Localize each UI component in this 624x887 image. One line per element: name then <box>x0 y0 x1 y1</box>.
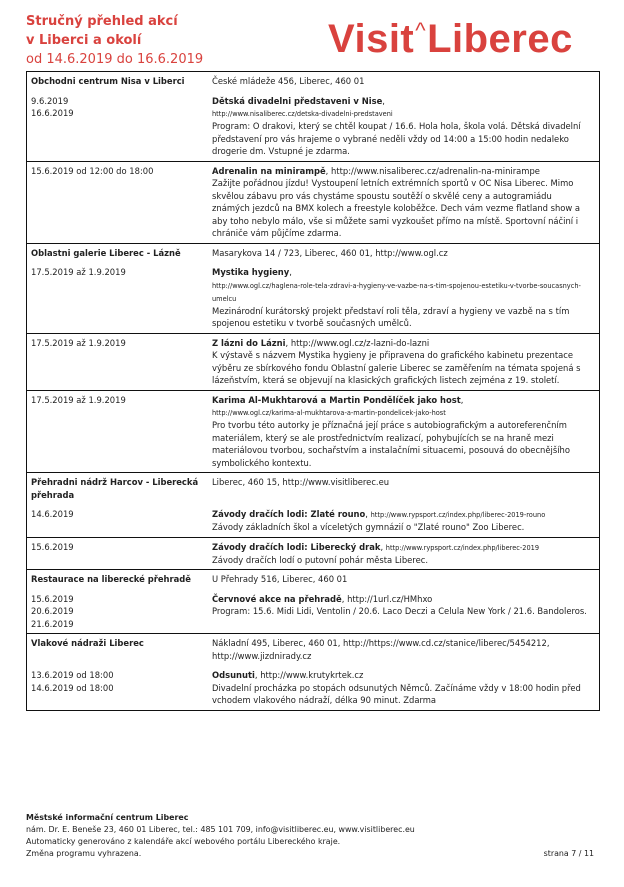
event-url-link[interactable]: http://www.nisaliberec.cz/adrenalin-na-minirampe <box>331 165 540 176</box>
venue-section <box>27 569 599 633</box>
venue-address: České mládeže 456, Liberec, 460 01 <box>212 76 365 86</box>
event-title-line: Adrenalin na minirampě, http://www.nisaliberec.cz/adrenalin-na-minirampe <box>212 165 540 176</box>
event-date: 14.6.2019 <box>31 509 74 519</box>
footer <box>26 812 598 860</box>
event-title[interactable]: Závody dračích lodi: Zlaté rouno <box>212 509 366 519</box>
event-title[interactable]: Červnové akce na přehradě <box>212 593 342 604</box>
event-details <box>212 593 595 631</box>
event-description: Program: 15.6. Midi Lidi, Ventolin / 20.6. Laco Deczi a Celula New York / 21.6. Bandoleros. <box>212 606 587 616</box>
event-date: 14.6.2019 od 18:00 <box>31 682 114 693</box>
venue-row <box>27 570 599 589</box>
event-details <box>212 266 595 330</box>
event-date: 15.6.2019 od 12:00 do 18:00 <box>31 165 154 176</box>
venue-name: Vlakové nádraži Liberec <box>31 638 144 648</box>
event-description: Pro tvorbu této autorky je příznačná její práce s autobiografickým a autoreferenčním materiálem, který se ale prostřednictvím realizací, pohybujících se na hraně mezi materiálovou tvorbou, sochařstvím a instalačními situacemi, posouvá do obecnějšího symbolického kontextu. <box>212 420 570 468</box>
event-title[interactable]: Odsunuti <box>212 670 255 680</box>
venue-address: U Přehrady 516, Liberec, 460 01 <box>212 574 348 584</box>
event-title[interactable]: Z lázni do Lázni <box>212 337 286 348</box>
date-range: od 14.6.2019 do 16.6.2019 <box>26 52 204 67</box>
footer-generated: Automaticky generováno z kalendáře akcí webového portálu Libereckého kraje. <box>26 837 341 846</box>
event-title[interactable]: Závody dračích lodi: Liberecký drak <box>212 541 381 552</box>
event-description: K výstavě s názvem Mystika hygieny je připravena do grafického kabinetu prezentace výběru ze sbírkového fondu Oblastní galerie Liberec se zaměřením na témata spojená s lázeňstvím, která se objevují na klasických grafických listech zejména z 19. století. <box>212 350 581 385</box>
event-description: Zažijte pořádnou jízdu! Vystoupení letních extrémních sportů v OC Nisa Liberec. Mimo skvělou zábavu pro vás chystáme spoustu soutěží o skvělé ceny a autogramiádu známých jezdců na BMX kolech a freestyle koloběžce. Dech vám vezme flatland show a aby toho nebylo málo, vše si můžete sami vyzkoušet přímo na místě. Sportovní náčiní i chrániče vám půjčíme zdarma. <box>212 178 581 238</box>
page-number: strana 7 / 11 <box>543 849 594 858</box>
event-row <box>27 390 599 473</box>
event-details <box>212 337 595 387</box>
event-row <box>27 665 599 710</box>
event-url-link[interactable]: http://www.krutykrtek.cz <box>260 670 364 680</box>
event-title-line: Odsunuti, http://www.krutykrtek.cz <box>212 670 364 680</box>
venue-section <box>27 633 599 710</box>
venue-address: Nákladní 495, Liberec, 460 01, http://https://www.cd.cz/stanice/liberec/5454212, http://www.jizdnirady.cz <box>212 638 550 661</box>
event-url-link[interactable]: http://www.ogl.cz/haglena-role-tela-zdravi-a-hygieny-ve-vazbe-na-s-tim-spojenou-estetiku-v-tvorbe-soucasnych-umelcu <box>212 281 581 303</box>
footer-org: Městské informační centrum Liberec <box>26 813 189 822</box>
event-date: 16.6.2019 <box>31 108 74 118</box>
event-title-line: Závody dračích lodi: Liberecký drak, http://www.rypsport.cz/index.php/liberec-2019 <box>212 541 540 552</box>
event-dates <box>31 165 212 240</box>
event-date: 13.6.2019 od 18:00 <box>31 670 114 680</box>
event-title[interactable]: Adrenalin na minirampě <box>212 165 326 176</box>
venue-section <box>27 72 599 243</box>
event-details <box>212 508 595 534</box>
event-row <box>27 504 599 537</box>
event-title[interactable]: Karima Al-Mukhtarová a Martin Pondělíček jako host <box>212 394 461 405</box>
event-dates <box>31 508 212 534</box>
event-title[interactable]: Mystika hygieny <box>212 267 290 277</box>
event-dates <box>31 95 212 158</box>
venue-section <box>27 472 599 569</box>
event-row <box>27 333 599 390</box>
event-date: 9.6.2019 <box>31 95 69 106</box>
event-url-wrap <box>212 107 591 120</box>
event-url-link[interactable]: http://www.rypsport.cz/index.php/liberec-2019-rouno <box>370 511 546 519</box>
venue-row <box>27 473 599 504</box>
venue-name: Přehradni nádrž Harcov - Liberecká přehrada <box>31 477 199 500</box>
logo-left: Visit <box>328 17 415 61</box>
event-date: 17.5.2019 až 1.9.2019 <box>31 267 126 277</box>
event-title-line: Červnové akce na přehradě, http://1url.cz/HMhxo <box>212 593 433 604</box>
event-title-line: Dětská divadelni představeni v Nise, <box>212 95 385 106</box>
event-url-link[interactable]: http://www.rypsport.cz/index.php/liberec-2019 <box>385 543 540 552</box>
event-url-link[interactable]: http://1url.cz/HMhxo <box>347 593 433 604</box>
venue-row <box>27 634 599 665</box>
event-date: 17.5.2019 až 1.9.2019 <box>31 394 126 405</box>
event-date: 20.6.2019 <box>31 606 74 616</box>
logo-caret-icon: ^ <box>415 18 427 43</box>
venue-row <box>27 244 599 263</box>
events-table <box>26 71 600 711</box>
event-date: 21.6.2019 <box>31 618 74 629</box>
event-description: Závody základních škol a víceletých gymnázií o "Zlaté rouno" Zoo Liberec. <box>212 522 525 532</box>
title-line-1: Stručný přehled akcí <box>26 14 178 29</box>
event-dates <box>31 541 212 567</box>
event-date: 15.6.2019 <box>31 541 74 552</box>
venue-section <box>27 243 599 473</box>
event-url-link[interactable]: http://www.nisaliberec.cz/detska-divadelni-predstaveni <box>212 110 393 118</box>
event-description: Závody dračích lodí o putovní pohár města Liberec. <box>212 554 428 565</box>
event-description: Mezinárodní kurátorský projekt představí roli těla, zdraví a hygieny ve vazbě na s tím spojenou estetiku v tvorbě současných umělců. <box>212 305 570 328</box>
event-description: Program: O drakovi, který se chtěl koupat / 16.6. Hola hola, škola volá. Dětská divadelní představení pro vás hrajeme o vybrané neděli vždy od 14:00 a 15:00 hodin nedaleko drogerie dm. Vstupné je zdarma. <box>212 121 581 156</box>
event-date: 15.6.2019 <box>31 593 74 604</box>
event-dates <box>31 669 212 707</box>
venue-address: Masarykova 14 / 723, Liberec, 460 01, http://www.ogl.cz <box>212 247 448 258</box>
event-details <box>212 394 595 470</box>
venue-name: Obchodni centrum Nisa v Liberci <box>31 76 185 86</box>
event-url-link[interactable]: http://www.ogl.cz/karima-al-mukhtarova-a-martin-pondelicek-jako-host <box>212 409 446 417</box>
page-title <box>26 12 203 69</box>
venue-row <box>27 72 599 91</box>
event-dates <box>31 337 212 387</box>
footer-notice: Změna programu vyhrazena. <box>26 849 142 858</box>
event-details <box>212 541 595 567</box>
event-row <box>27 262 599 333</box>
event-dates <box>31 266 212 330</box>
event-row <box>27 91 599 161</box>
event-dates <box>31 593 212 631</box>
event-title-line: Z lázni do Lázni, http://www.ogl.cz/z-lazni-do-lazni <box>212 337 430 348</box>
event-description: Divadelní procházka po stopách odsunutých Němců. Začínáme vždy v 18:00 hodin před vchodem vlakového nádraží, délka 90 minut. Zdarma <box>212 682 581 705</box>
event-details <box>212 669 595 707</box>
event-dates <box>31 394 212 470</box>
event-title-line: Závody dračích lodi: Zlaté rouno, http://www.rypsport.cz/index.php/liberec-2019-rouno <box>212 509 546 519</box>
event-details <box>212 165 595 240</box>
venue-name: Oblastni galerie Liberec - Lázně <box>31 247 181 258</box>
event-title-line: Mystika hygieny, <box>212 267 292 277</box>
event-row <box>27 537 599 570</box>
venue-address: Liberec, 460 15, http://www.visitliberec.eu <box>212 477 390 487</box>
event-url-link[interactable]: http://www.ogl.cz/z-lazni-do-lazni <box>290 337 430 348</box>
footer-contact: nám. Dr. E. Beneše 23, 460 01 Liberec, tel.: 485 101 709, info@visitliberec.eu, www.visitliberec.eu <box>26 825 415 834</box>
visit-liberec-logo <box>328 8 573 62</box>
event-url-wrap <box>212 406 591 419</box>
event-url-wrap <box>212 279 591 305</box>
event-details <box>212 95 595 158</box>
event-title-line: Karima Al-Mukhtarová a Martin Pondělíček jako host, <box>212 394 464 405</box>
venue-name: Restaurace na liberecké přehradě <box>31 574 191 584</box>
event-date: 17.5.2019 až 1.9.2019 <box>31 337 126 348</box>
event-row <box>27 589 599 634</box>
event-title[interactable]: Dětská divadelni představeni v Nise <box>212 95 383 106</box>
logo-right: Liberec <box>427 17 573 61</box>
title-line-2: v Liberci a okolí <box>26 33 142 48</box>
event-row <box>27 161 599 243</box>
